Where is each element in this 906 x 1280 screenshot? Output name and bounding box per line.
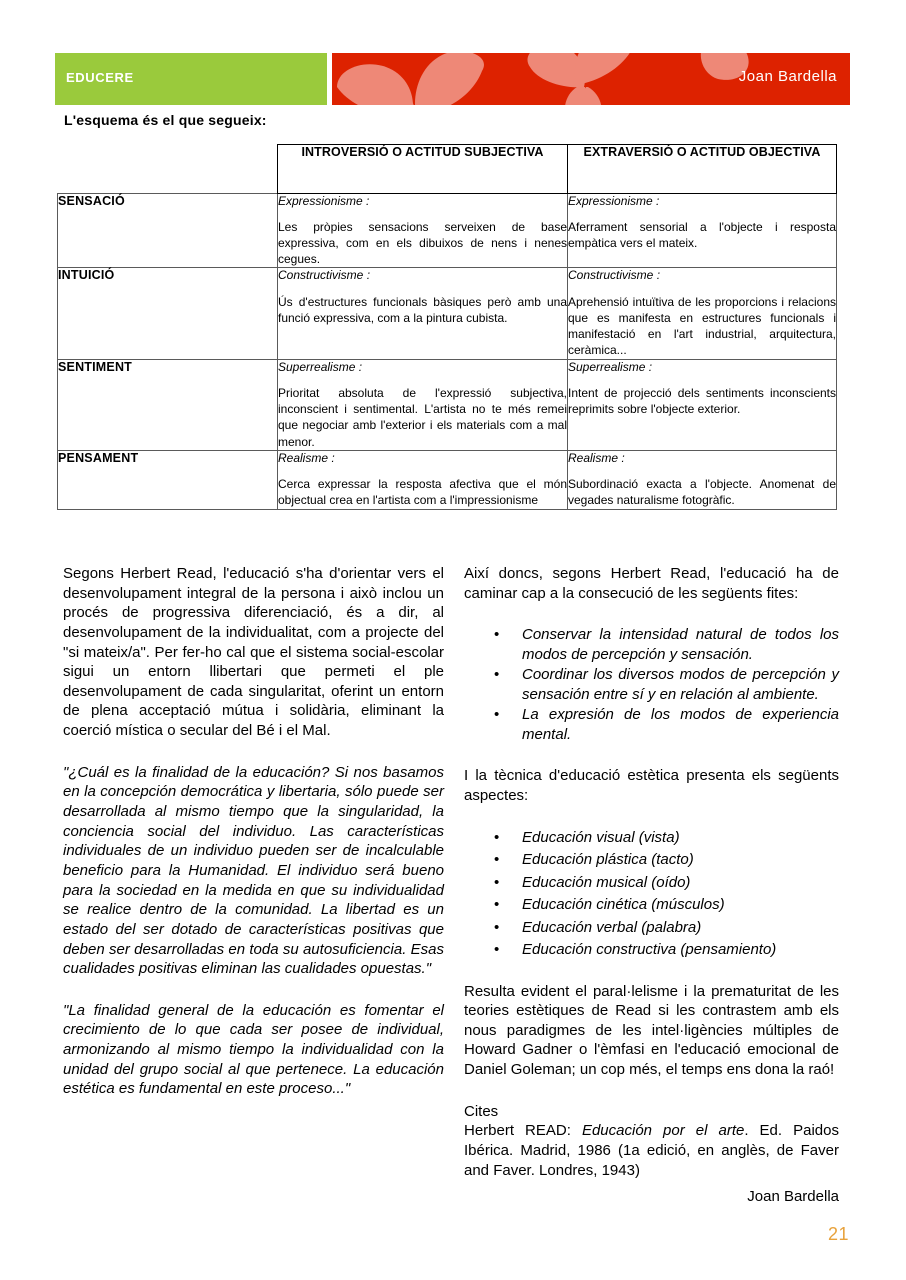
- paragraph-fites-intro: Així doncs, segons Herbert Read, l'educació ha de caminar cap a la consecució de les següents fites:: [464, 565, 839, 602]
- term-label: Superrealisme :: [278, 359, 363, 374]
- cell-pensament-introversio: [278, 450, 568, 509]
- bullet-dot-icon: •: [494, 873, 500, 891]
- list-item-label: Educación visual (vista): [522, 828, 680, 846]
- cell-sentiment-extraversio: [568, 359, 837, 450]
- cell-intuicio-extraversio: [568, 268, 837, 359]
- table-header-extraversio: EXTRAVERSIÓ O ACTITUD OBJECTIVA: [568, 145, 837, 194]
- list-item: [464, 895, 839, 915]
- list-item: [464, 873, 839, 893]
- term-description: Prioritat absoluta de l'expressió subjectiva, inconscient i sentimental. L'artista no te més remei que negociar amb l'exterior i els materials com a mal menor.: [278, 385, 567, 449]
- table-header-row: [58, 145, 837, 194]
- row-label-sensacio: SENSACIÓ: [58, 193, 278, 268]
- bullet-dot-icon: •: [494, 896, 500, 914]
- term-description: Intent de projecció dels sentiments inconscients reprimits sobre l'objecte exterior.: [568, 385, 836, 417]
- bullet-dot-icon: •: [494, 626, 500, 644]
- cites-author: Herbert READ:: [464, 1122, 582, 1140]
- term-description: Les pròpies sensacions serveixen de base expressiva, com en els dibuixos de nens i nenes cegues.: [278, 219, 567, 267]
- table-header-blank: [58, 145, 278, 194]
- term-label: Realisme :: [568, 450, 625, 465]
- row-label-intuicio: INTUICIÓ: [58, 268, 278, 359]
- list-item-label: Conservar la intensidad natural de todos los modos de percepción y sensación.: [522, 626, 839, 663]
- bullet-dot-icon: •: [494, 851, 500, 869]
- cell-sensacio-extraversio: [568, 193, 837, 268]
- list-item-label: Educación constructiva (pensamiento): [522, 941, 777, 959]
- term-description: Ús d'estructures funcionals bàsiques però amb una funció expressiva, com a la pintura cubista.: [278, 294, 567, 326]
- term-description: Aferrament sensorial a l'objecte i resposta empàtica vers el mateix.: [568, 219, 836, 251]
- bullet-list-aspectes: [464, 828, 839, 960]
- table-row: [58, 450, 837, 509]
- paragraph-tecnica-intro: I la tècnica d'educació estètica presenta els següents aspectes:: [464, 767, 839, 804]
- right-text-column: [464, 564, 839, 1205]
- row-label-sentiment: SENTIMENT: [58, 359, 278, 450]
- list-item: [464, 828, 839, 848]
- bullet-dot-icon: •: [494, 828, 500, 846]
- paragraph-paralelisme: Resulta evident el paral·lelisme i la prematuritat de les teories estètiques de Read si les contrastem amb els nous paradigmes de les intel·ligències múltiples de Howard Gadner o l'èmfasi en l'educació emocional de Daniel Goleman; un cop més, el temps ens dona la raó!: [464, 982, 839, 1079]
- quote-finalidad-general: "La finalidad general de la educación es fomentar el crecimiento de lo que cada ser posee de individual, armonizando al mismo tiempo la individualidad con la unidad del grupo social al que pertenece. La educación estética es fundamental en este proceso...": [63, 1001, 444, 1098]
- list-item: [464, 665, 839, 704]
- cites-work-title: Educación por el arte: [581, 1122, 745, 1140]
- cites-reference: [464, 1121, 839, 1180]
- author-signature: Joan Bardella: [747, 1188, 839, 1206]
- list-item-label: Educación musical (oído): [522, 873, 691, 891]
- term-description: Aprehensió intuïtiva de les proporcions i relacions que es manifesta en estructures funcionals i manifestació en l'art industrial, arquitectura, ceràmica...: [568, 294, 836, 358]
- list-item-label: Educación plástica (tacto): [522, 851, 694, 869]
- bullet-list-fites: [464, 625, 839, 744]
- term-label: Realisme :: [278, 450, 335, 465]
- list-item-label: Educación verbal (palabra): [522, 918, 702, 936]
- brand-block: [55, 53, 327, 105]
- term-label: Expressionisme :: [568, 193, 660, 208]
- page-number: 21: [827, 1224, 849, 1244]
- brand-label: EDUCERE: [66, 70, 134, 85]
- list-item: [464, 625, 839, 664]
- term-label: Expressionisme :: [278, 193, 370, 208]
- list-item-label: La expresión de los modos de experiencia mental.: [522, 706, 839, 743]
- table-row: [58, 193, 837, 268]
- cell-pensament-extraversio: [568, 450, 837, 509]
- left-text-column: [63, 564, 444, 1121]
- cites-publication: . Ed. Paidos Ibérica. Madrid, 1986 (1a edició, en anglès, de Faver and Faver. Londres, 1943): [464, 1122, 839, 1179]
- list-item: [464, 705, 839, 744]
- quote-finalidad-educacion: "¿Cuál es la finalidad de la educación? Si nos basamos en la concepción democrática y libertaria, sólo puede ser desarrollada al mismo tiempo que la singularidad, la conciencia social del individuo. Las características individuales de un individuo pueden ser de incalculable beneficio para la Humanidad. El individuo será bueno para la sociedad en la medida en que su individualidad se realice dentro de la comunidad. La libertad es un estado del ser dotado de características positivas que deben ser desarrolladas en toda su autosuficiencia. Esas cualidades positivas eliminan las cualidades opuestas.": [63, 763, 444, 978]
- cell-sentiment-introversio: [278, 359, 568, 450]
- term-description: Subordinació exacta a l'objecte. Anomenat de vegades naturalisme fotogràfic.: [568, 477, 836, 508]
- cell-intuicio-introversio: [278, 268, 568, 359]
- schema-table: [57, 144, 837, 510]
- list-item: [464, 940, 839, 960]
- table-header-introversio: INTROVERSIÓ O ACTITUD SUBJECTIVA: [278, 145, 568, 194]
- term-label: Constructivisme :: [278, 268, 371, 283]
- term-label: Superrealisme :: [568, 359, 653, 374]
- bullet-dot-icon: •: [494, 918, 500, 936]
- bullet-dot-icon: •: [494, 706, 500, 724]
- term-label: Constructivisme :: [568, 268, 661, 283]
- list-item: [464, 850, 839, 870]
- list-item: [464, 918, 839, 938]
- list-item-label: Educación cinética (músculos): [522, 896, 725, 914]
- intro-text: L'esquema és el que segueix:: [64, 112, 267, 128]
- bullet-dot-icon: •: [494, 941, 500, 959]
- paragraph-read-intro: Segons Herbert Read, l'educació s'ha d'orientar vers el desenvolupament integral de la persona i això inclou un procés de progressiva diferenciació, és a dir, al desenvolupament de la individualitat, com a projecte del "si mateix/a". Per fer-ho cal que el sistema social-escolar sigui un entorn llibertari que permeti el ple desenvolupament de cada singularitat, oferint un entorn de plena acceptació mútua i solidària, eliminant la coerció mística o secular del Bé i el Mal.: [63, 565, 444, 740]
- row-label-pensament: PENSAMENT: [58, 450, 278, 509]
- list-item-label: Coordinar los diversos modos de percepción y sensación entre sí y en relación al ambiente.: [522, 666, 839, 703]
- table-row: [58, 359, 837, 450]
- cites-heading: Cites: [464, 1102, 499, 1120]
- cell-sensacio-introversio: [278, 193, 568, 268]
- author-label: Joan Bardella: [738, 68, 837, 85]
- bullet-dot-icon: •: [494, 666, 500, 684]
- decorative-banner-block: [332, 53, 850, 105]
- table-row: [58, 268, 837, 359]
- term-description: Cerca expressar la resposta afectiva que el món objectual crea en l'artista com a l'impressionisme: [278, 477, 567, 508]
- page-header-banner: [55, 53, 850, 105]
